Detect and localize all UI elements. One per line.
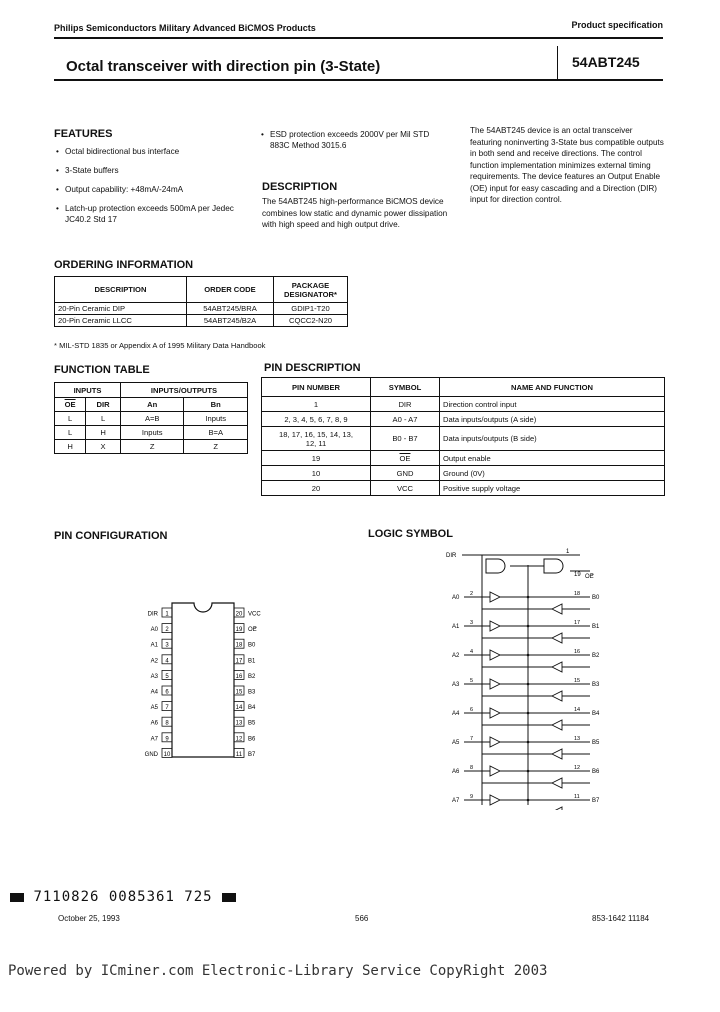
pin-cell: Positive supply voltage	[440, 481, 665, 496]
logic-b-num: 12	[574, 765, 581, 771]
features-list-col2	[261, 129, 451, 159]
pin-number: 13	[235, 720, 243, 727]
ordering-col-description: DESCRIPTION	[55, 277, 187, 303]
logic-buffer-b-to-a	[552, 633, 562, 643]
logic-a-label: A2	[452, 653, 460, 659]
ordering-col-order-code: ORDER CODE	[187, 277, 274, 303]
logic-buffer-b-to-a	[552, 720, 562, 730]
ordering-cell: GDIP1-T20	[274, 303, 348, 315]
logic-buffer-a-to-b	[490, 650, 500, 660]
logic-b-label: B7	[592, 798, 600, 804]
function-cell: L	[86, 412, 121, 426]
pin-label: A0	[150, 627, 158, 634]
pin-number: 19	[235, 627, 243, 634]
pin-label: A3	[150, 673, 158, 680]
ordering-heading: ORDERING INFORMATION	[54, 259, 194, 271]
dip-package-outline	[172, 603, 234, 757]
logic-junction-dot	[527, 712, 530, 715]
title-divider	[557, 46, 558, 79]
logic-a-label: A6	[452, 769, 460, 775]
footer-page-number: 566	[355, 914, 369, 923]
logic-junction-dot	[527, 654, 530, 657]
logic-b-num: 14	[574, 707, 581, 713]
table-row	[55, 440, 248, 454]
table-row	[262, 481, 665, 496]
logic-junction-dot	[527, 596, 530, 599]
title-rule	[54, 79, 663, 81]
table-row	[262, 466, 665, 481]
pin-number: 9	[165, 736, 169, 743]
pin-number: 6	[165, 689, 169, 696]
logic-symbol-diagram	[440, 545, 610, 810]
table-row	[55, 303, 348, 315]
pin-label: OE	[248, 627, 257, 634]
function-col-oe: $\overline{OE}$	[55, 398, 86, 412]
logic-b-num: 17	[574, 620, 581, 626]
pin-label: B7	[248, 751, 256, 758]
logic-b-num: 15	[574, 678, 581, 684]
ordering-cell: 54ABT245/BRA	[187, 303, 274, 315]
logic-buffer-a-to-b	[490, 621, 500, 631]
features-heading: FEATURES	[54, 128, 113, 140]
ordering-note: * MIL-STD 1835 or Appendix A of 1995 Military Data Handbook	[54, 341, 266, 350]
feature-item: • Octal bidirectional bus interface	[56, 146, 241, 157]
pin-number: 7	[165, 705, 169, 712]
header-doc-type: Product specification	[571, 20, 663, 30]
pin-configuration-diagram	[130, 595, 280, 765]
pin-cell: Output enable	[440, 451, 665, 466]
pin-number: 10	[163, 751, 171, 758]
pin-label: A7	[150, 736, 158, 743]
pin-cell: 2, 3, 4, 5, 6, 7, 8, 9	[262, 412, 371, 427]
pin-label: A4	[150, 689, 158, 696]
feature-item: • ESD protection exceeds 2000V per Mil STD 883C Method 3015.6	[261, 129, 451, 151]
logic-buffer-a-to-b	[490, 795, 500, 805]
logic-junction-dot	[527, 625, 530, 628]
table-row	[55, 412, 248, 426]
logic-oe-num: 19	[574, 572, 581, 578]
function-cell: Z	[184, 440, 248, 454]
logic-buffer-b-to-a	[552, 778, 562, 788]
dir-and-gate	[486, 559, 505, 573]
logic-a-label: A5	[452, 740, 460, 746]
logic-b-label: B6	[592, 769, 600, 775]
pin-number: 2	[165, 627, 169, 634]
logic-oe-label: OE	[585, 574, 594, 580]
pin-cell: 1	[262, 397, 371, 412]
pin-description-heading: PIN DESCRIPTION	[264, 362, 361, 374]
pin-label: DIR	[147, 611, 158, 618]
header-company: Philips Semiconductors Military Advanced BiCMOS Products	[54, 23, 316, 33]
function-table-heading: FUNCTION TABLE	[54, 364, 150, 376]
logic-a-label: A0	[452, 595, 460, 601]
logic-junction-dot	[527, 799, 530, 802]
logic-b-num: 11	[574, 794, 580, 800]
logic-junction-dot	[527, 741, 530, 744]
feature-item: • Latch-up protection exceeds 500mA per Jedec JC40.2 Std 17	[56, 203, 241, 225]
pin-number: 18	[235, 642, 243, 649]
logic-a-num: 7	[470, 736, 474, 742]
logic-a-num: 4	[470, 649, 474, 655]
pin-label: B1	[248, 658, 256, 665]
logic-b-num: 13	[574, 736, 581, 742]
logic-buffer-a-to-b	[490, 766, 500, 776]
function-cell: Inputs	[120, 426, 184, 440]
pin-config-left-pins	[145, 608, 172, 758]
function-cell: X	[86, 440, 121, 454]
logic-a-num: 8	[470, 765, 474, 771]
pin-configuration-heading: PIN CONFIGURATION	[54, 530, 168, 542]
pin-number: 20	[235, 611, 243, 618]
pin-label: B4	[248, 705, 256, 712]
pin-cell: Data inputs/outputs (A side)	[440, 412, 665, 427]
logic-symbol-channels	[452, 591, 600, 810]
pin-cell: Ground (0V)	[440, 466, 665, 481]
logic-buffer-a-to-b	[490, 708, 500, 718]
function-table	[54, 382, 248, 454]
pin-label: B5	[248, 720, 256, 727]
function-cell: H	[55, 440, 86, 454]
pin-label: B6	[248, 736, 256, 743]
logic-b-label: B3	[592, 682, 600, 688]
table-row	[262, 412, 665, 427]
pin-cell: Data inputs/outputs (B side)	[440, 427, 665, 451]
pin-col-symbol: SYMBOL	[371, 378, 440, 397]
pin-number: 15	[235, 689, 243, 696]
logic-a-label: A4	[452, 711, 460, 717]
barcode-mark-right	[222, 893, 236, 902]
logic-buffer-b-to-a	[552, 604, 562, 614]
ordering-cell: 20-Pin Ceramic LLCC	[55, 315, 187, 327]
ordering-col-package: PACKAGE DESIGNATOR*	[274, 277, 348, 303]
function-cell: B=A	[184, 426, 248, 440]
logic-buffer-a-to-b	[490, 592, 500, 602]
pin-number: 16	[235, 673, 243, 680]
description-text-1: The 54ABT245 high-performance BiCMOS device combines low static and dynamic power dissipation with high speed and high output drive.	[262, 197, 448, 229]
pin-cell: 19	[262, 451, 371, 466]
pin-cell: $\overline{OE}$	[371, 451, 440, 466]
ordering-table	[54, 276, 348, 327]
logic-buffer-b-to-a	[552, 749, 562, 759]
logic-a-label: A7	[452, 798, 460, 804]
pin-number: 12	[235, 736, 243, 743]
logic-buffer-b-to-a	[552, 691, 562, 701]
logic-a-num: 6	[470, 707, 474, 713]
pin-number: 3	[165, 642, 169, 649]
logic-buffer-b-to-a	[552, 807, 562, 810]
logic-symbol-heading: LOGIC SYMBOL	[368, 528, 453, 540]
description-text-2: The 54ABT245 device is an octal transceiver featuring noninverting 3-State bus compatible outputs in both send and receive directions. The control function implementation minimizes external timing requirements. The device features an Output Enable (OE) input for easy cascading and a Direction (DIR) input for direction control.	[470, 126, 664, 204]
function-cell: A=B	[120, 412, 184, 426]
logic-a-label: A3	[452, 682, 460, 688]
features-list	[56, 146, 241, 233]
description-heading: DESCRIPTION	[262, 181, 338, 193]
pin-config-right-pins	[234, 608, 261, 758]
function-col-an: An	[120, 398, 184, 412]
pin-label: B3	[248, 689, 256, 696]
pin-cell: B0 - B7	[371, 427, 440, 451]
pin-label: VCC	[248, 611, 261, 618]
logic-buffer-a-to-b	[490, 737, 500, 747]
barcode-text: 7110826 0085361 725	[33, 889, 213, 905]
logic-b-label: B1	[592, 624, 600, 630]
function-group-inputs: INPUTS	[55, 383, 121, 398]
pin-cell: Direction control input	[440, 397, 665, 412]
logic-a-num: 5	[470, 678, 474, 684]
part-number: 54ABT245	[572, 54, 640, 70]
pin-number: 17	[235, 658, 243, 665]
pin-number: 5	[165, 673, 169, 680]
function-col-bn: Bn	[184, 398, 248, 412]
pin-number: 4	[165, 658, 169, 665]
logic-buffer-a-to-b	[490, 679, 500, 689]
function-col-dir: DIR	[86, 398, 121, 412]
pin-label: GND	[144, 751, 158, 758]
logic-b-label: B5	[592, 740, 600, 746]
ordering-cell: 54ABT245/B2A	[187, 315, 274, 327]
logic-b-label: B0	[592, 595, 600, 601]
footer-barcode	[10, 889, 236, 905]
function-cell: H	[86, 426, 121, 440]
function-cell: Z	[120, 440, 184, 454]
pin-number: 11	[235, 751, 243, 758]
logic-buffer-b-to-a	[552, 662, 562, 672]
table-row	[262, 397, 665, 412]
pin-number: 8	[165, 720, 169, 727]
logic-b-num: 16	[574, 649, 581, 655]
header-rule	[54, 37, 663, 39]
pin-cell: DIR	[371, 397, 440, 412]
function-cell: L	[55, 426, 86, 440]
table-row	[55, 315, 348, 327]
pin-label: A6	[150, 720, 158, 727]
pin-label: A2	[150, 658, 158, 665]
feature-item: • Output capability: +48mA/-24mA	[56, 184, 241, 195]
pin-cell: VCC	[371, 481, 440, 496]
logic-a-num: 3	[470, 620, 474, 626]
pin-label: B0	[248, 642, 256, 649]
logic-junction-dot	[527, 770, 530, 773]
pin-description-table	[261, 377, 665, 496]
powered-by-footer: Powered by ICminer.com Electronic-Library Service CopyRight 2003	[8, 963, 548, 979]
footer-date: October 25, 1993	[58, 914, 120, 923]
logic-b-num: 18	[574, 591, 581, 597]
ordering-cell: 20-Pin Ceramic DIP	[55, 303, 187, 315]
logic-a-label: A1	[452, 624, 460, 630]
logic-junction-dot	[527, 683, 530, 686]
logic-symbol-control	[462, 555, 590, 805]
logic-b-label: B4	[592, 711, 600, 717]
logic-a-num: 2	[470, 591, 474, 597]
logic-b-label: B2	[592, 653, 600, 659]
page-title: Octal transceiver with direction pin (3-State)	[66, 58, 381, 75]
pin-cell: GND	[371, 466, 440, 481]
pin-col-name: NAME AND FUNCTION	[440, 378, 665, 397]
table-row	[262, 451, 665, 466]
pin-number: 14	[235, 705, 243, 712]
pin-label: A5	[150, 705, 158, 712]
logic-a-num: 9	[470, 794, 474, 800]
oe-and-gate	[544, 559, 563, 573]
pin-cell: 18, 17, 16, 15, 14, 13, 12, 11	[262, 427, 371, 451]
pin-number: 1	[165, 611, 169, 618]
pin-cell: A0 - A7	[371, 412, 440, 427]
function-group-io: INPUTS/OUTPUTS	[120, 383, 247, 398]
pin-col-number: PIN NUMBER	[262, 378, 371, 397]
pin-cell: 20	[262, 481, 371, 496]
pin-label: B2	[248, 673, 256, 680]
feature-item: • 3-State buffers	[56, 165, 241, 176]
function-cell: Inputs	[184, 412, 248, 426]
pin-cell: 10	[262, 466, 371, 481]
pin-label: A1	[150, 642, 158, 649]
logic-dir-label: DIR	[446, 553, 457, 559]
function-cell: L	[55, 412, 86, 426]
footer-doc-code: 853-1642 11184	[592, 914, 650, 923]
table-row	[262, 427, 665, 451]
logic-dir-num: 1	[566, 549, 570, 555]
table-row	[55, 426, 248, 440]
ordering-cell: CQCC2-N20	[274, 315, 348, 327]
barcode-mark-left	[10, 893, 24, 902]
